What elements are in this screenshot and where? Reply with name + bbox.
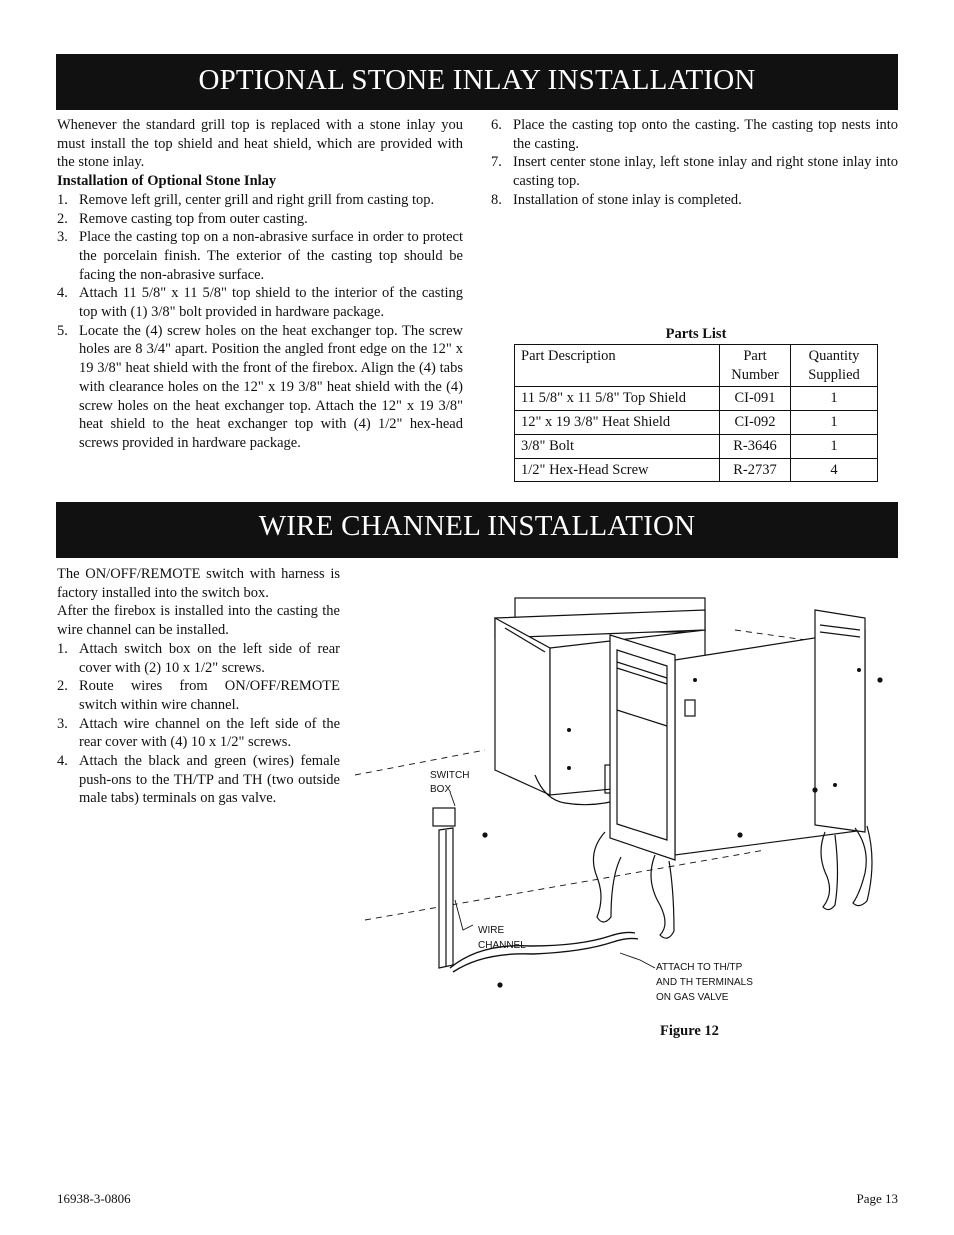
step-text: Place the casting top onto the casting. The casting top nests into the casting.	[513, 117, 898, 152]
stone-inlay-intro: Whenever the standard grill top is replaced with a stone inlay you must install the top shield and heat shield, which are provided with the stone inlay.	[57, 117, 463, 171]
table-cell: 3/8" Bolt	[515, 434, 720, 458]
stone-inlay-subheading: Installation of Optional Stone Inlay	[57, 173, 277, 190]
step-text: Locate the (4) screw holes on the heat exchanger top. The screw holes are 8 3/4" apart. Position the angled front edge on the 12" x 19 3/8" heat shield with the front of the firebox. Align the (4) tabs with clearance holes on the 12" x 19 3/8" heat shield with the (4) screw holes on the heat exchanger top. Attach the 12" x 19 3/8" heat shield to the heat exchanger top with (4) 1/2" hex-head screws provided in hardware package.	[79, 322, 463, 451]
wire-channel-column	[57, 565, 340, 808]
stone-inlay-right-column	[491, 116, 898, 210]
callout-switch-box-line2: BOX	[430, 784, 452, 795]
column-header: Part Description	[515, 345, 720, 387]
step-text: Attach 11 5/8" x 11 5/8" top shield to the interior of the casting top with (1) 3/8" bolt provided in hardware package.	[79, 285, 463, 321]
table-header-row	[515, 345, 878, 387]
step-item: 4. Attach the black and green (wires) female push-ons to the TH/TP and TH (two outside male tabs) terminals on gas valve.	[57, 753, 340, 807]
table-cell: 12" x 19 3/8" Heat Shield	[515, 411, 720, 435]
step-text: Attach switch box on the left side of rear cover with (2) 10 x 1/2" screws.	[79, 640, 340, 676]
step-text: Remove casting top from outer casting.	[79, 210, 308, 227]
table-cell: R-2737	[720, 458, 791, 482]
section-title-wire-channel: WIRE CHANNEL INSTALLATION	[56, 502, 898, 558]
table-cell: 11 5/8" x 11 5/8" Top Shield	[515, 387, 720, 411]
wire-channel-intro-2: After the firebox is installed into the casting the wire channel can be installed.	[57, 603, 340, 639]
step-item: 4. Attach 11 5/8" x 11 5/8" top shield to the interior of the casting top with (1) 3/8" bolt provided in hardware package.	[57, 285, 463, 321]
step-text: Route wires from ON/OFF/REMOTE switch within wire channel.	[79, 678, 340, 713]
step-item: 2. Remove casting top from outer casting.	[57, 210, 308, 227]
parts-list-table	[514, 344, 878, 482]
table-cell: R-3646	[720, 434, 791, 458]
step-text: Attach wire channel on the left side of the rear cover with (4) 10 x 1/2" screws.	[79, 715, 340, 751]
wire-channel-installation-diagram	[355, 570, 900, 1010]
wire-channel-steps-list	[57, 640, 340, 808]
step-item: 2. Route wires from ON/OFF/REMOTE switch within wire channel.	[57, 678, 340, 713]
table-cell: 1	[791, 434, 878, 458]
stone-inlay-steps-list	[57, 191, 463, 453]
table-cell: CI-092	[720, 411, 791, 435]
callout-gas-valve-line2: AND TH TERMINALS	[656, 977, 753, 988]
callout-gas-valve-line1: ATTACH TO TH/TP	[656, 962, 743, 973]
table-row	[515, 458, 878, 482]
step-item: 5. Locate the (4) screw holes on the heat exchanger top. The screw holes are 8 3/4" apart. Position the angled front edge on the 12" x 19 3/8" heat shield with the front of the firebox. Align the (4) tabs with clearance holes on the 12" x 19 3/8" heat shield with the (4) screw holes on the heat exchanger top. Attach the 12" x 19 3/8" heat shield to the heat exchanger top with (4) 1/2" hex-head screws provided in hardware package.	[57, 322, 463, 451]
table-cell: 4	[791, 458, 878, 482]
stone-inlay-left-column	[57, 116, 463, 453]
step-item: 6. Place the casting top onto the casting. The casting top nests into the casting.	[491, 117, 898, 152]
callout-wire-channel-line1: WIRE	[478, 925, 505, 936]
step-text: Insert center stone inlay, left stone inlay and right stone inlay into casting top.	[513, 154, 898, 190]
step-item: 7. Insert center stone inlay, left stone inlay and right stone inlay into casting top.	[491, 154, 898, 190]
callout-gas-valve-line3: ON GAS VALVE	[656, 992, 729, 1003]
table-row	[515, 387, 878, 411]
table-row	[515, 434, 878, 458]
stone-inlay-steps-list-continued	[491, 116, 898, 210]
table-cell: 1	[791, 387, 878, 411]
step-text: Place the casting top on a non-abrasive surface in order to protect the porcelain finish. The exterior of the casting top should be facing the non-abrasive surface.	[79, 229, 463, 283]
step-item: 3. Attach wire channel on the left side of the rear cover with (4) 10 x 1/2" screws.	[57, 715, 340, 751]
step-text: Attach the black and green (wires) female push-ons to the TH/TP and TH (two outside male tabs) terminals on gas valve.	[79, 753, 340, 807]
step-text: Remove left grill, center grill and right grill from casting top.	[79, 191, 435, 208]
table-cell: 1/2" Hex-Head Screw	[515, 458, 720, 482]
table-row	[515, 411, 878, 435]
step-item: 3. Place the casting top on a non-abrasive surface in order to protect the porcelain finish. The exterior of the casting top should be facing the non-abrasive surface.	[57, 229, 463, 283]
page-number: Page 13	[856, 1191, 898, 1206]
step-item: 8. Installation of stone inlay is completed.	[491, 191, 742, 208]
step-text: Installation of stone inlay is completed.	[513, 191, 742, 208]
step-item: 1. Attach switch box on the left side of rear cover with (2) 10 x 1/2" screws.	[57, 640, 340, 676]
section-title-stone-inlay: OPTIONAL STONE INLAY INSTALLATION	[56, 54, 898, 110]
parts-list-title: Parts List	[665, 326, 727, 342]
step-item: 1. Remove left grill, center grill and right grill from casting top.	[57, 191, 435, 208]
column-header: Quantity Supplied	[791, 345, 878, 387]
table-cell: 1	[791, 411, 878, 435]
wire-channel-intro-1: The ON/OFF/REMOTE switch with harness is factory installed into the switch box.	[57, 566, 340, 601]
column-header: Part Number	[720, 345, 791, 387]
document-number: 16938-3-0806	[57, 1191, 131, 1206]
table-cell: CI-091	[720, 387, 791, 411]
callout-wire-channel-line2: CHANNEL	[478, 940, 526, 951]
callout-switch-box-line1: SWITCH	[430, 770, 470, 781]
figure-caption: Figure 12	[660, 1023, 719, 1039]
